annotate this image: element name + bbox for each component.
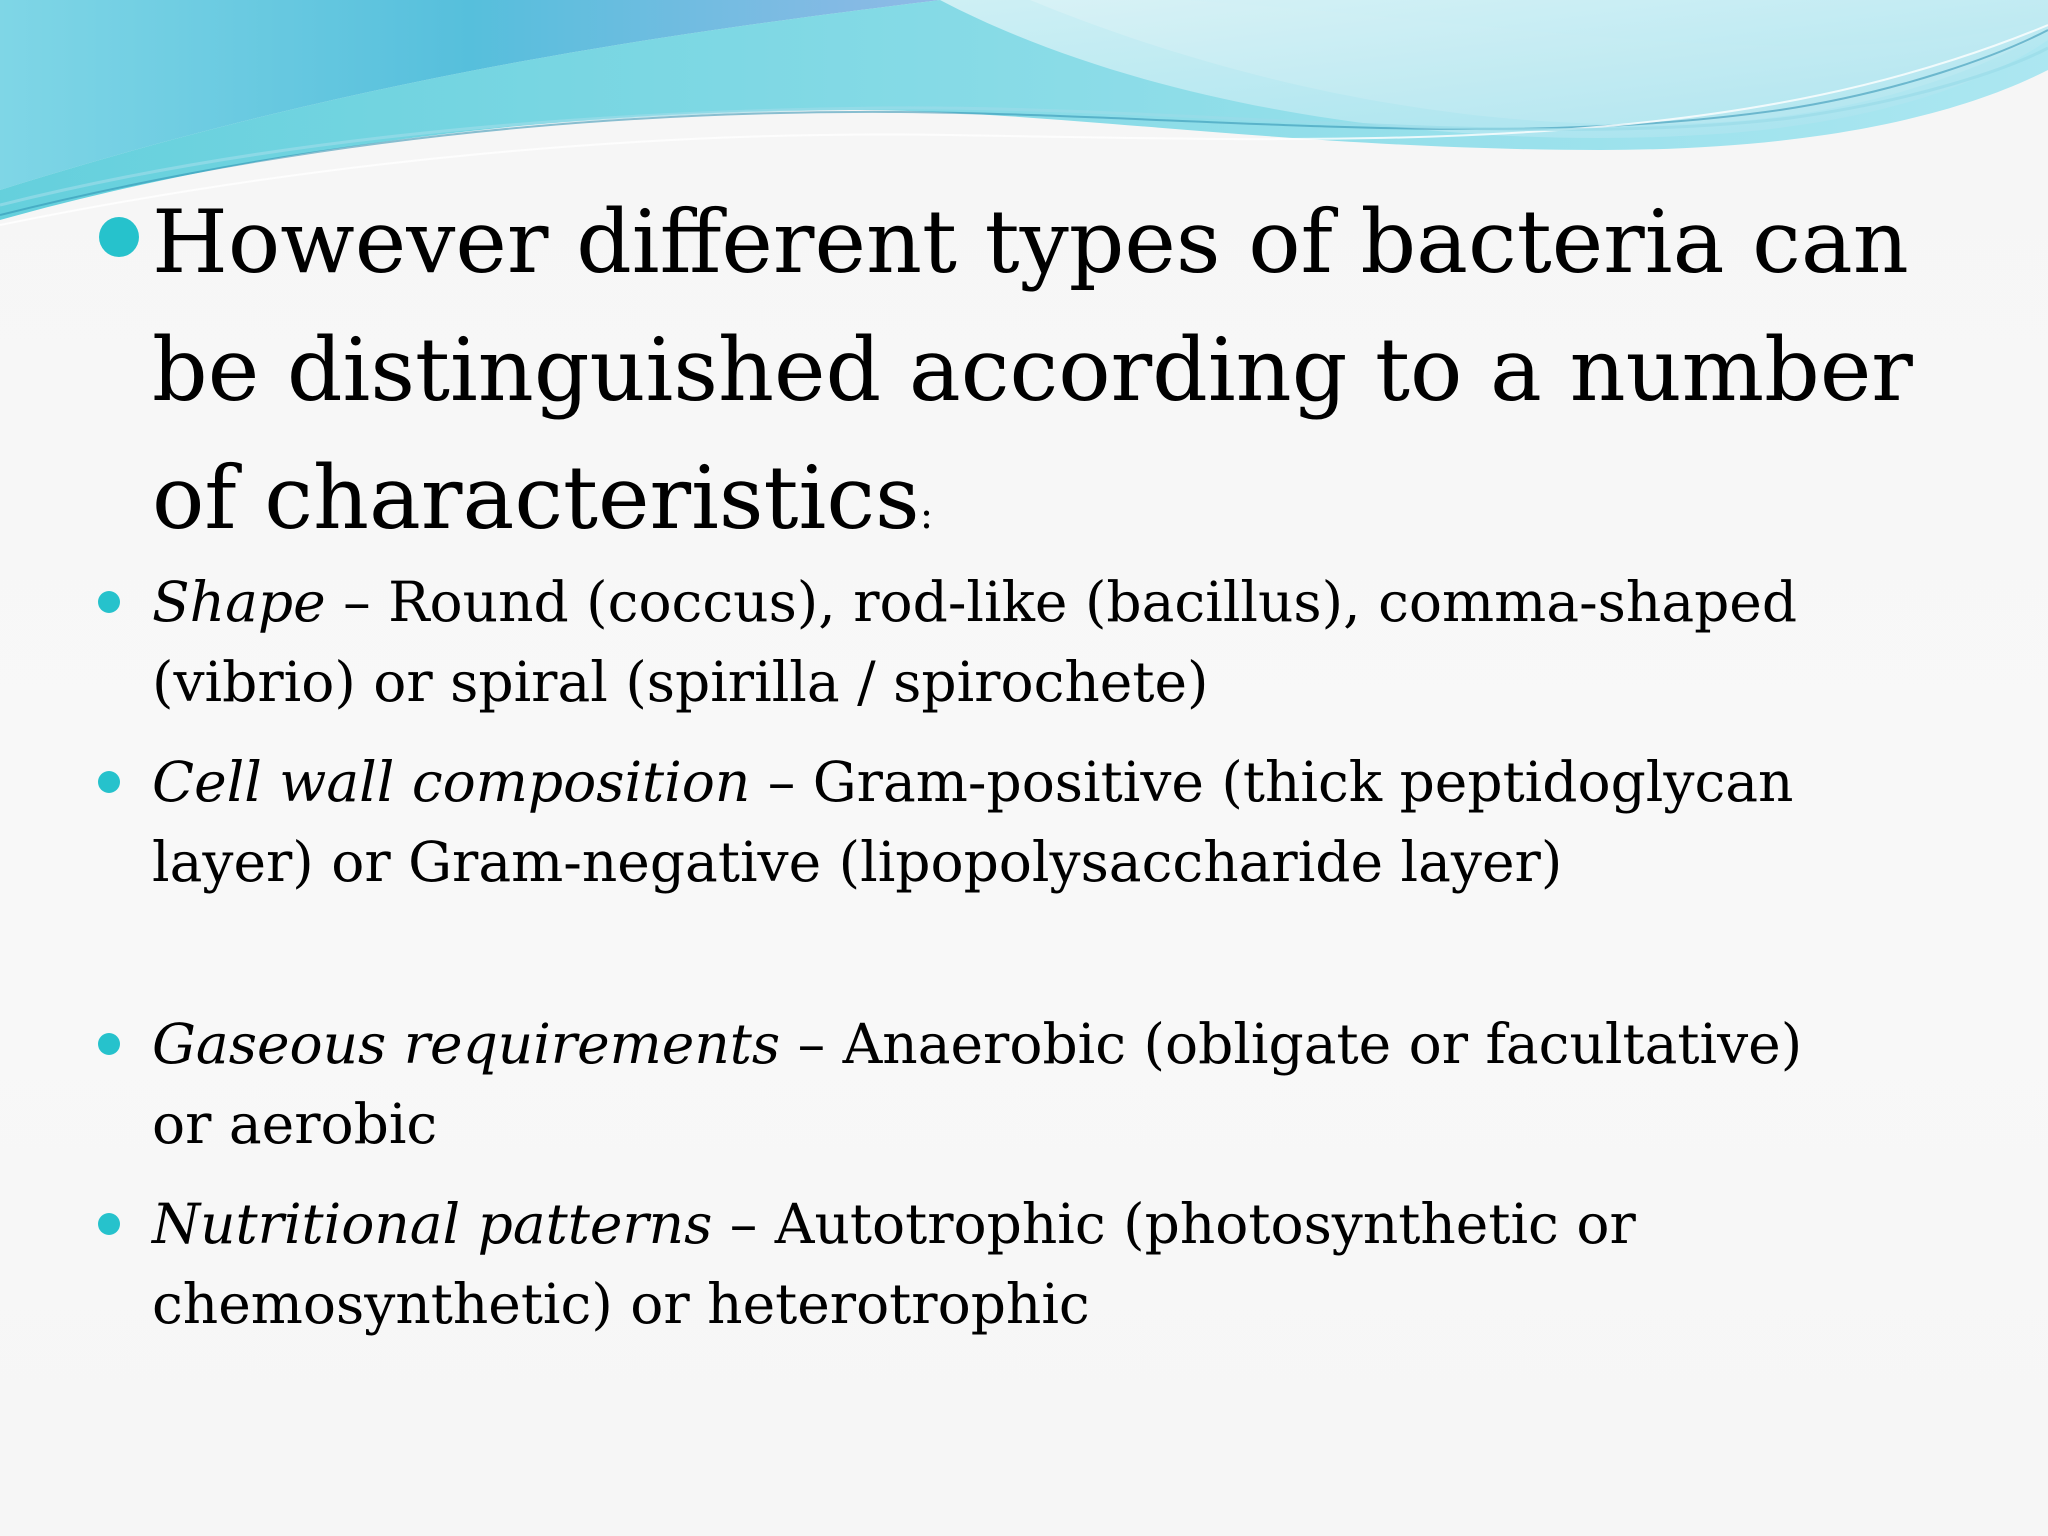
item-description: – Autotrophic (photosynthetic or chemosynthetic) or heterotrophic: [152, 1192, 1636, 1336]
item-term: Shape: [152, 570, 326, 634]
list-item-cell-wall: [152, 742, 1812, 902]
item-term: Nutritional patterns: [152, 1192, 713, 1256]
intro-text: However different types of bacteria can be distinguished according to a number of characteristics: [152, 191, 1913, 549]
item-bullet-icon: [98, 1033, 120, 1055]
list-item-nutritional: [152, 1184, 1812, 1344]
item-description: – Gram-positive (thick peptidoglycan layer) or Gram-negative (lipopolysaccharide layer): [152, 750, 1794, 894]
item-bullet-icon: [98, 591, 120, 613]
item-term: Gaseous requirements: [152, 1012, 781, 1076]
list-item-shape: [152, 562, 1812, 722]
item-description: – Anaerobic (obligate or facultative) or aerobic: [152, 1012, 1803, 1156]
intro-colon: :: [919, 492, 934, 538]
intro-bullet-icon: [99, 217, 139, 257]
item-description: – Round (coccus), rod-like (bacillus), comma-shaped (vibrio) or spiral (spirilla / spirochete): [152, 570, 1798, 714]
list-item-gaseous: [152, 1004, 1812, 1164]
intro-heading: [152, 178, 2012, 579]
item-bullet-icon: [98, 771, 120, 793]
item-bullet-icon: [98, 1213, 120, 1235]
item-term: Cell wall composition: [152, 750, 751, 814]
